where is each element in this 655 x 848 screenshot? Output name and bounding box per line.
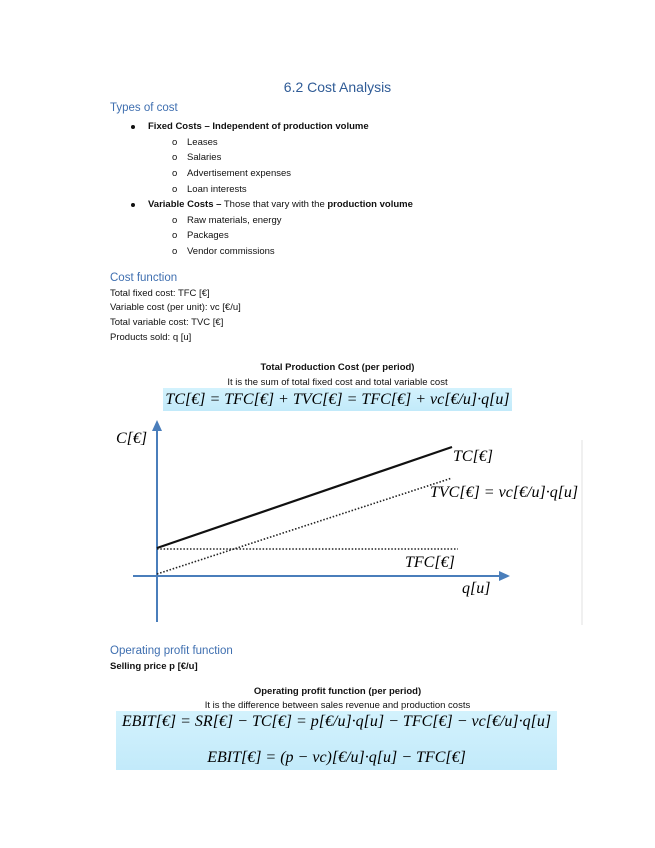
tvc-label: TVC[€] = vc[€/u]·q[u] xyxy=(430,484,579,501)
operating-profit-description: It is the difference between sales revenue and production costs xyxy=(204,700,471,711)
total-production-cost-description: It is the sum of total fixed cost and total variable cost xyxy=(227,376,448,388)
sub-list-item xyxy=(110,213,565,229)
sub-bullet-marker: o xyxy=(172,214,178,226)
sub-list-item xyxy=(110,244,565,260)
sub-list-item xyxy=(110,166,565,182)
definition-line: Total fixed cost: TFC [€] xyxy=(110,287,210,299)
sub-bullet-marker: o xyxy=(172,136,178,148)
section-title: 6.2 Cost Analysis xyxy=(283,79,392,95)
tc-line xyxy=(157,447,452,548)
bullet-icon xyxy=(131,125,135,129)
operating-profit-formula-line-2: EBIT[€] = (p − vc)[€/u]·q[u] − TFC[€] xyxy=(207,749,466,766)
y-axis-arrow-icon xyxy=(152,420,162,431)
types-of-cost-list xyxy=(110,119,565,259)
definition-line: Products sold: q [u] xyxy=(110,331,192,343)
cost-diagram xyxy=(100,415,590,630)
operating-profit-caption xyxy=(110,685,565,713)
sub-bullet-marker: o xyxy=(172,183,178,195)
sub-bullet-marker: o xyxy=(172,230,178,242)
definition-line: Variable cost (per unit): vc [€/u] xyxy=(110,302,241,314)
cost-function-definitions xyxy=(110,287,241,346)
tfc-label: TFC[€] xyxy=(405,554,455,571)
cost-function-heading: Cost function xyxy=(110,272,178,284)
sub-list-item-label: Vendor commissions xyxy=(187,245,275,257)
bullet-icon xyxy=(131,203,135,207)
variable-costs-description: Those that vary with the xyxy=(221,199,328,211)
sub-list-item-label: Packages xyxy=(187,230,229,242)
sub-list-item-label: Advertisement expenses xyxy=(187,167,292,179)
fixed-costs-label: Fixed Costs – Independent of production volume xyxy=(148,121,369,133)
definition-line: Total variable cost: TVC [€] xyxy=(110,316,224,328)
fixed-costs-item xyxy=(110,119,565,135)
selling-price-definition: Selling price p [€/u] xyxy=(110,661,198,672)
total-production-cost-formula: TC[€] = TFC[€] + TVC[€] = TFC[€] + vc[€/u]·q[u] xyxy=(163,388,512,411)
sub-list-item xyxy=(110,150,565,166)
operating-profit-heading: Operating profit function xyxy=(110,645,233,657)
sub-list-item-label: Loan interests xyxy=(187,183,247,195)
total-production-cost-title: Total Production Cost (per period) xyxy=(260,361,415,373)
sub-bullet-marker: o xyxy=(172,245,178,257)
variable-costs-label: Variable Costs – xyxy=(148,199,222,211)
sub-list-item-label: Raw materials, energy xyxy=(187,214,282,226)
variable-costs-item xyxy=(110,197,565,213)
sub-bullet-marker: o xyxy=(172,152,178,164)
y-axis-label: C[€] xyxy=(116,430,148,447)
x-axis-arrow-icon xyxy=(499,571,510,581)
types-of-cost-heading: Types of cost xyxy=(110,102,178,114)
sub-list-item xyxy=(110,228,565,244)
sub-list-item xyxy=(110,135,565,151)
sub-bullet-marker: o xyxy=(172,167,178,179)
sub-list-item-label: Salaries xyxy=(187,152,222,164)
operating-profit-formula xyxy=(116,711,557,770)
sub-list-item-label: Leases xyxy=(187,136,218,148)
x-axis-label: q[u] xyxy=(462,580,491,597)
variable-costs-emphasis: production volume xyxy=(327,199,413,211)
operating-profit-title: Operating profit function (per period) xyxy=(253,686,422,697)
tc-label: TC[€] xyxy=(453,448,494,465)
operating-profit-formula-line-1: EBIT[€] = SR[€] − TC[€] = p[€/u]·q[u] − TFC[€] − vc[€/u]·q[u] xyxy=(121,713,552,730)
total-production-cost-caption xyxy=(110,360,565,390)
sub-list-item xyxy=(110,182,565,198)
